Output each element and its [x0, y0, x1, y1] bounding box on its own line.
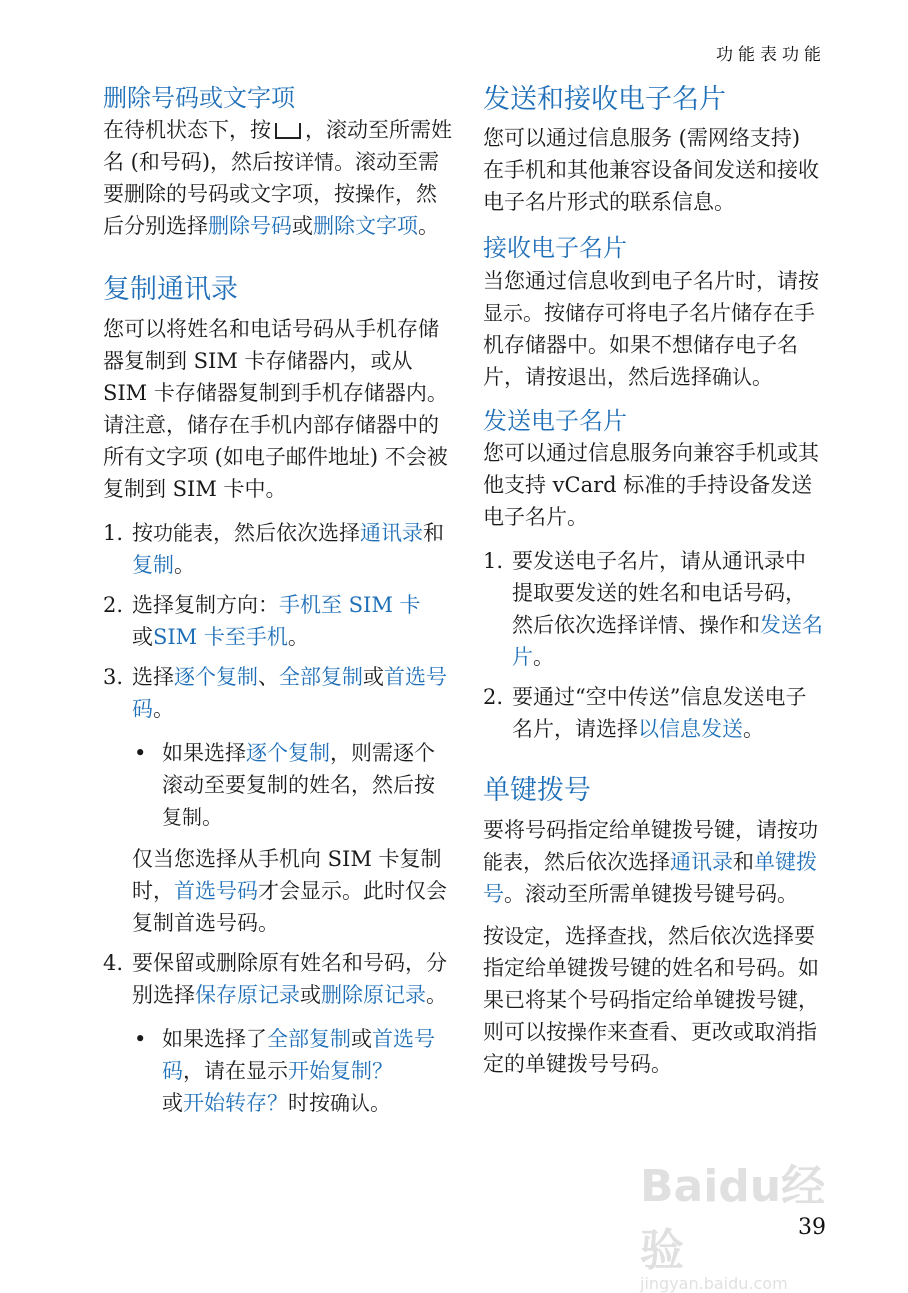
- section-title-receive-card: 接收电子名片: [483, 234, 627, 263]
- business-cards-paragraph: 您可以通过信息服务 (需网络支持) 在手机和其他兼容设备间发送和接收电子名片形式的联系信息。: [483, 126, 819, 215]
- baidu-jingyan-watermark: Baidu经验 jingyan.baidu.com: [640, 1161, 826, 1293]
- copy-step-3-bullet: • 如果选择逐个复制，则需逐个滚动至要复制的姓名，然后按复制。: [134, 740, 435, 829]
- selection-key-icon: [275, 123, 301, 139]
- right-column: [483, 82, 823, 1080]
- copy-step-1: 1. 按功能表，然后依次选择通讯录和复制。: [103, 520, 444, 577]
- delete-paragraph: 在待机状态下，按 ，滚动至所需姓名 (和号码)，然后按详情。滚动至需要删除的号码或文字项，按操作，然后分别选择删除号码或删除文字项。: [103, 118, 452, 239]
- section-title-delete: 删除号码或文字项: [103, 84, 295, 112]
- copy-step-4: 4. 要保留或删除原有姓名和号码，分别选择保存原记录或删除原记录。 • 如果选择了全部复制或首选号码，请在显示开始复制？ 或开始转存？时按确认。: [103, 947, 453, 1119]
- receive-card-paragraph: 当您通过信息收到电子名片时，请按显示。按储存可将电子名片储存在手机存储器中。如果不想储存电子名片，请按退出，然后选择确认。: [483, 268, 819, 389]
- page-header-title: 功能表功能: [716, 45, 826, 65]
- send-card-step-2: 2. 要通过“空中传送”信息发送电子名片，请选择以信息发送。: [483, 685, 807, 742]
- send-card-steps-list: [483, 545, 823, 745]
- section-title-copy-contacts: 复制通讯录: [103, 274, 238, 306]
- section-title-business-cards: 发送和接收电子名片: [483, 84, 726, 115]
- copy-step-3-sublist: [132, 737, 453, 833]
- copy-step-4-bullet: • 如果选择了全部复制或首选号码，请在显示开始复制？ 或开始转存？时按确认。: [134, 1026, 435, 1115]
- copy-intro-paragraph: 您可以将姓名和电话号码从手机存储器复制到 SIM 卡存储器内，或从 SIM 卡存储器复制到手机存储器内。请注意，储存在手机内部存储器中的所有文字项 (如电子邮件地址) 不会被复制到 SIM 卡中。: [103, 316, 448, 501]
- send-card-step-1: 1. 要发送电子名片，请从通讯录中提取要发送的姓名和电话号码，然后依次选择详情、操作和发送名片。: [483, 549, 823, 670]
- page-number: 39: [798, 1215, 826, 1240]
- copy-step-2: 2. 选择复制方向：手机至 SIM 卡 或SIM 卡至手机。: [103, 592, 421, 649]
- copy-steps-list: [103, 517, 453, 1119]
- section-title-send-card: 发送电子名片: [483, 406, 627, 435]
- left-column: [103, 82, 453, 1119]
- speed-dial-paragraph-1: 要将号码指定给单键拨号键，请按功能表，然后依次选择通讯录和单键拨号。滚动至所需单键拨号键号码。: [483, 817, 818, 906]
- copy-step-4-sublist: [132, 1023, 453, 1119]
- copy-step-3: 3. 选择逐个复制、全部复制或首选号码。 • 如果选择逐个复制，则需逐个滚动至要复制的姓名，然后按复制。 仅当您选择从手机向 SIM 卡复制时，首选号码才会显示。此时仅会复制首选号码。: [103, 661, 453, 939]
- speed-dial-paragraph-2: 按设定，选择查找，然后依次选择要指定给单键拨号键的姓名和号码。如果已将某个号码指定给单键拨号键，则可以按操作来查看、更改或取消指定的单键拨号号码。: [483, 923, 819, 1076]
- copy-step-3-note: 仅当您选择从手机向 SIM 卡复制时，首选号码才会显示。此时仅会复制首选号码。: [132, 846, 447, 935]
- section-title-speed-dial: 单键拨号: [483, 775, 591, 807]
- send-card-paragraph: 您可以通过信息服务向兼容手机或其他支持 vCard 标准的手持设备发送电子名片。: [483, 441, 819, 530]
